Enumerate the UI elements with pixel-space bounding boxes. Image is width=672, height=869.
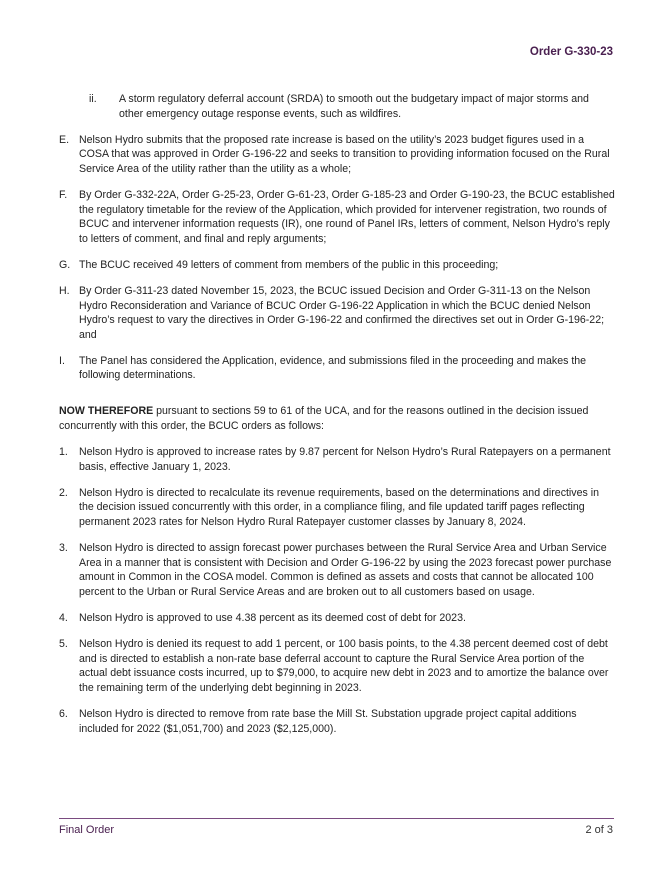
item-text: By Order G-311-23 dated November 15, 2023, the BCUC issued Decision and Order G-311-13 on the Nelson Hydro Reconsideration and Variance of BCUC Order G-196-22 Application in which the BCUC denied Nelson Hydro’s request to vary the directives in Order G-196-22 and confirmed the directives set out in Order G-196-22; and xyxy=(79,284,605,341)
item-text: Nelson Hydro is directed to remove from rate base the Mill St. Substation upgrade project capital additions included for 2022 ($1,051,700) and 2023 ($2,125,000). xyxy=(79,708,577,735)
recital-f xyxy=(59,188,615,246)
item-label: 2. xyxy=(59,486,68,499)
now-therefore-bold: NOW THEREFORE xyxy=(59,405,154,417)
item-label: 6. xyxy=(59,708,68,720)
footer-title: Final Order xyxy=(59,824,115,836)
order-item-1 xyxy=(59,445,615,474)
item-text: Nelson Hydro submits that the proposed rate increase is based on the utility’s 2023 budget figures used in a COSA that was approved in Order G-196-22 and seeks to transition to providing information focused on the Rural Service Area of the utility rather than the utility as a whole; xyxy=(79,133,610,175)
order-item-5 xyxy=(59,637,615,695)
page-number: 2 of 3 xyxy=(585,824,613,836)
item-text: Nelson Hydro is denied its request to add 1 percent, or 100 basis points, to the 4.38 percent deemed cost of debt and is directed to establish a non-rate base deferral account to capture the Rural Service Area portion of the actual debt issuance costs incurred, up to $79,000, to acquire new debt in 2023 and to amortize the balance over the remaining term of the underlying debt beginning in 2023. xyxy=(79,638,609,694)
item-text: Nelson Hydro is directed to recalculate its revenue requirements, based on the determinations and directives in the decision issued concurrently with this order, in a compliance filing, and file updated tariff pages reflecting permanent 2023 rates for Nelson Hydro Rural Ratepayer customer classes by January 8, 2024. xyxy=(79,486,599,529)
item-label: 1. xyxy=(59,446,68,459)
item-label: ii. xyxy=(89,93,97,105)
now-therefore-text: pursuant to sections 59 to 61 of the UCA, and for the reasons outlined in the decision issued concurrently with this order, the BCUC orders as follows: xyxy=(59,405,589,432)
now-therefore-paragraph xyxy=(59,404,615,433)
recital-i xyxy=(59,354,615,383)
item-text: The Panel has considered the Application, evidence, and submissions filed in the proceeding and makes the following determinations. xyxy=(79,354,587,382)
order-item-2 xyxy=(59,486,615,530)
item-text: Nelson Hydro is approved to use 4.38 percent as its deemed cost of debt for 2023. xyxy=(79,612,466,625)
item-text: Nelson Hydro is directed to assign forecast power purchases between the Rural Service Area and Urban Service Area in a manner that is consistent with Decision and Order G-196-22 by using the 2023 forecast power purchase amount in Common in the COSA model. Common is defined as assets and costs that cannot be allocated 100 percent to the Urban or Rural Service Areas and are broken out to all customers based on usage. xyxy=(79,542,612,598)
order-item-4 xyxy=(59,611,615,626)
order-number: Order G-330-23 xyxy=(529,46,613,58)
recital-e xyxy=(59,133,615,177)
item-text: A storm regulatory deferral account (SRDA) to smooth out the budgetary impact of major storms and other emergency outage response events, such as wildfires. xyxy=(119,93,589,120)
recital-h xyxy=(59,284,615,342)
item-text: By Order G-332-22A, Order G-25-23, Order G-61-23, Order G-185-23 and Order G-190-23, the BCUC established the regulatory timetable for the review of the Application, which provided for intervener registration, two rounds of BCUC and intervener information requests (IR), one round of Panel IRs, letters of comment, Nelson Hydro’s reply to letters of comment, and final and reply arguments; xyxy=(79,188,615,245)
item-label: F. xyxy=(59,188,68,201)
item-label: 3. xyxy=(59,542,68,555)
item-text: The BCUC received 49 letters of comment from members of the public in this proceeding; xyxy=(79,258,499,271)
document-body xyxy=(59,92,615,748)
order-item-3 xyxy=(59,541,615,599)
item-label: 4. xyxy=(59,612,68,625)
item-text: Nelson Hydro is approved to increase rates by 9.87 percent for Nelson Hydro’s Rural Ratepayers on a permanent basis, effective January 1, 2023. xyxy=(79,446,611,473)
list-item xyxy=(89,92,615,121)
item-label: 5. xyxy=(59,638,68,651)
recital-g xyxy=(59,258,615,273)
item-label: G. xyxy=(59,258,71,271)
item-label: I. xyxy=(59,354,65,367)
item-label: E. xyxy=(59,133,70,146)
item-label: H. xyxy=(59,284,70,297)
footer-divider xyxy=(59,818,614,819)
order-item-6 xyxy=(59,707,615,736)
